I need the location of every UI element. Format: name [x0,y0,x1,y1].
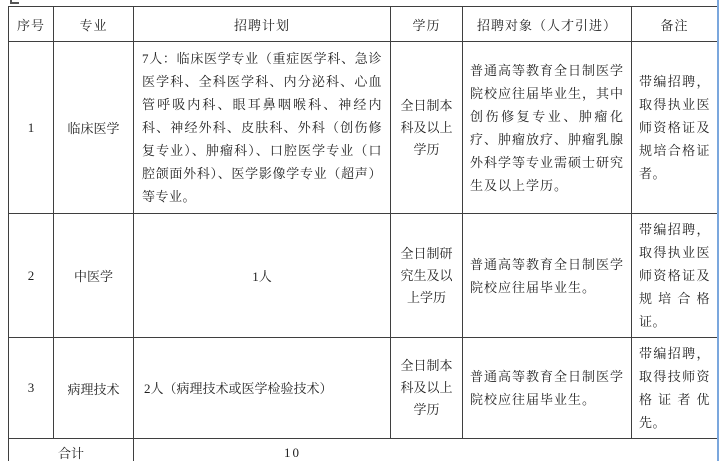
total-value: 10 [284,444,301,460]
cell-no: 1 [9,42,54,214]
recruitment-table [8,6,718,461]
total-value-cell [134,439,718,461]
cell-plan: 7人：临床医学专业（重症医学科、急诊医学科、全科医学科、内分泌科、心血管呼吸内科、眼耳鼻咽喉科、神经内科、神经外科、皮肤科、外科（创伤修复专业）、肿瘤科）、口腔医学专业（口腔颌面外科）、医学影像学专业（超声）等专业。 [134,42,391,214]
cell-degree: 全日制本科及以上学历 [391,338,463,439]
cell-no: 3 [9,338,54,439]
header-row [9,7,718,42]
header-note: 备注 [632,7,718,42]
cell-major: 中医学 [54,214,134,338]
cell-target: 普通高等教育全日制医学院校应往届毕业生，其中创伤修复专业、肿瘤化疗、肿瘤放疗、肿瘤乳腺外科学等专业需硕士研究生及以上学历。 [463,42,632,214]
cell-note: 带编招聘，取得执业医师资格证及规培合格证。 [632,214,718,338]
cell-note: 带编招聘，取得技师资格证者优先。 [632,338,718,439]
cell-major: 病理技术 [54,338,134,439]
header-degree: 学历 [391,7,463,42]
header-major: 专业 [54,7,134,42]
table-handle-icon [10,0,19,4]
cell-target: 普通高等教育全日制医学院校应往届毕业生。 [463,338,632,439]
total-row [9,439,718,461]
cell-degree: 全日制研究生及以上学历 [391,214,463,338]
header-no: 序号 [9,7,54,42]
right-edge-accent [717,0,719,461]
cell-plan: 1人 [134,214,391,338]
total-label: 合计 [9,439,134,461]
cell-degree: 全日制本科及以上学历 [391,42,463,214]
cell-major: 临床医学 [54,42,134,214]
cell-target: 普通高等教育全日制医学院校应往届毕业生。 [463,214,632,338]
table-row [9,338,718,439]
header-plan: 招聘计划 [134,7,391,42]
cell-plan: 2人（病理技术或医学检验技术） [134,338,391,439]
cell-no: 2 [9,214,54,338]
header-target: 招聘对象（人才引进） [463,7,632,42]
table-row [9,214,718,338]
cell-note: 带编招聘，取得执业医师资格证及规培合格证者。 [632,42,718,214]
table-row [9,42,718,214]
